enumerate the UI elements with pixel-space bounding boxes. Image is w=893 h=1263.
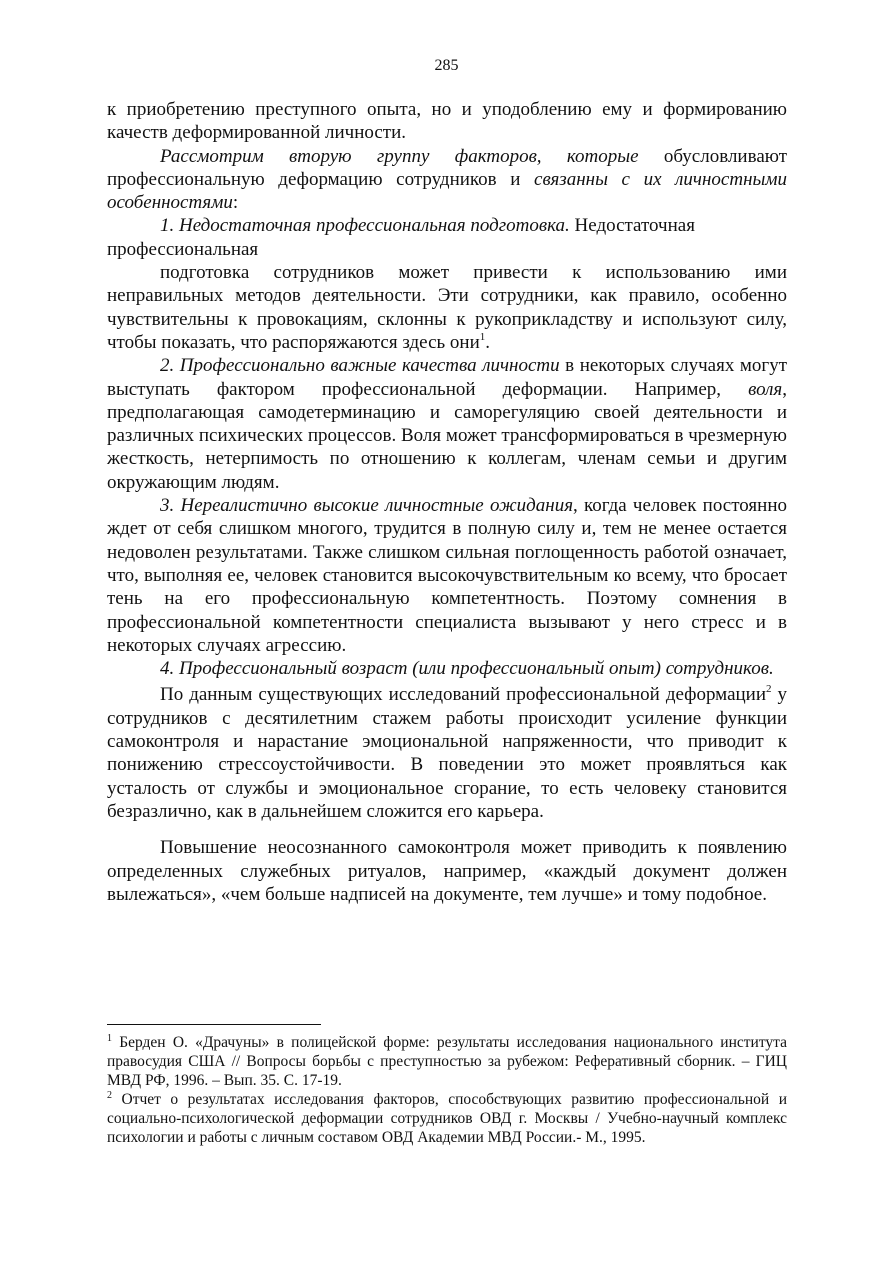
paragraph-4-text-tail: , предполагающая самодетерминацию и саморегуляцию своей деятельности и различных психических процессов. Воля может трансформироваться в чрезмерную жесткость, нетерпимость по отношению к коллегам, членам семьи и другим окружающим людям. (107, 378, 787, 493)
footnote-ref-2: 2 (766, 683, 772, 696)
footnote-1 (107, 1033, 787, 1090)
paragraph-7 (107, 683, 787, 823)
paragraph-1 (107, 145, 787, 215)
paragraph-2-text: Недостаточная профессиональная (107, 215, 695, 260)
paragraph-8: Повышение неосознанного самоконтроля может приводить к появлению определенных служебных ритуалов, например, «каждый документ должен вылежаться», «чем больше надписей на документе, тем лучше» и тому подобное. (107, 837, 787, 905)
footnote-2-text: Отчет о результатах исследования факторов, способствующих развитию профессиональной и социально-психологической деформации сотрудников ОВД г. Москвы / Учебно-научный комплекс психологии и работы с личным составом ОВД Академии МВД России.- М., 1995. (107, 1091, 787, 1146)
footnote-1-text: Берден О. «Драчуны» в полицейской форме: результаты исследования национального института правосудия США // Вопросы борьбы с преступностью за рубежом: Реферативный сборник. – ГИЦ МВД РФ, 1996. – Вып. 35. С. 17-19. (107, 1034, 787, 1089)
footnotes (107, 1033, 787, 1147)
paragraph-5-text: , когда человек постоянно ждет от себя слишком многого, трудится в полную силу и, тем не менее остается недоволен результатами. Также слишком сильная поглощенность работой означает, что, выполняя ее, человек становится высокочувствительным ко всему, что бросает тень на его профессиональную компетентность. Поэтому сомнения в профессиональной компетентности специалиста вызывают у него стресс и в некоторых случаях агрессию. (107, 495, 787, 656)
paragraph-5 (107, 494, 787, 657)
paragraph-6 (107, 657, 787, 680)
paragraph-6-italic: 4. Профессиональный возраст (или профессиональный опыт) сотрудников. (160, 658, 774, 680)
paragraph-2-italic: 1. Недостаточная профессиональная подготовка. (160, 215, 570, 237)
page-number: 285 (434, 57, 459, 74)
paragraph-4-italic-lead: 2. Профессионально важные качества личности (160, 355, 560, 377)
paragraph-1-italic-lead: Рассмотрим вторую группу факторов, которые (160, 145, 639, 167)
paragraph-1-colon: : (232, 192, 239, 214)
paragraph-7-text-tail: у сотрудников с десятилетним стажем работы происходит усиление функции самоконтроля и нарастание эмоциональной напряженности, что приводит к понижению стрессоустойчивости. В поведении это может проявляться как усталость от службы и эмоциональное сгорание, то есть человеку становится безразлично, как в дальнейшем сложится его карьера. (107, 684, 787, 822)
paragraph-7-text: По данным существующих исследований профессиональной деформации (160, 684, 767, 706)
paragraph-1-italic-tail: связанны с их личностными особенностями (107, 168, 787, 214)
paragraph-3 (107, 261, 787, 354)
paragraph-0: к приобретению преступного опыта, но и уподоблению ему и формированию качеств деформированной личности. (107, 99, 787, 144)
paragraph-5-italic: 3. Нереалистично высокие личностные ожидания (160, 495, 574, 517)
paragraph-4-italic-word: воля (748, 378, 783, 400)
paragraph-4-text: в некоторых случаях могут выступать фактором профессиональной деформации. Например, (107, 355, 787, 400)
paragraph-3-text: подготовка сотрудников может привести к использованию ими неправильных методов деятельности. Эти сотрудники, как правило, особенно чувствительны к провокациям, склонны к рукоприкладству и используют силу, чтобы показать, что распоряжаются здесь они (107, 262, 787, 353)
paragraph-4 (107, 354, 787, 494)
footnote-ref-1: 1 (479, 330, 486, 343)
paragraph-2 (107, 214, 787, 261)
footnote-2 (107, 1090, 787, 1147)
body-text (107, 98, 787, 906)
footnote-1-marker: 1 (107, 1033, 112, 1044)
footnote-separator (107, 1024, 321, 1025)
footnote-2-marker: 2 (107, 1090, 112, 1101)
paragraph-3-end: . (485, 331, 491, 353)
paragraph-1-text: обусловливают профессиональную деформацию сотрудников и (107, 145, 787, 190)
